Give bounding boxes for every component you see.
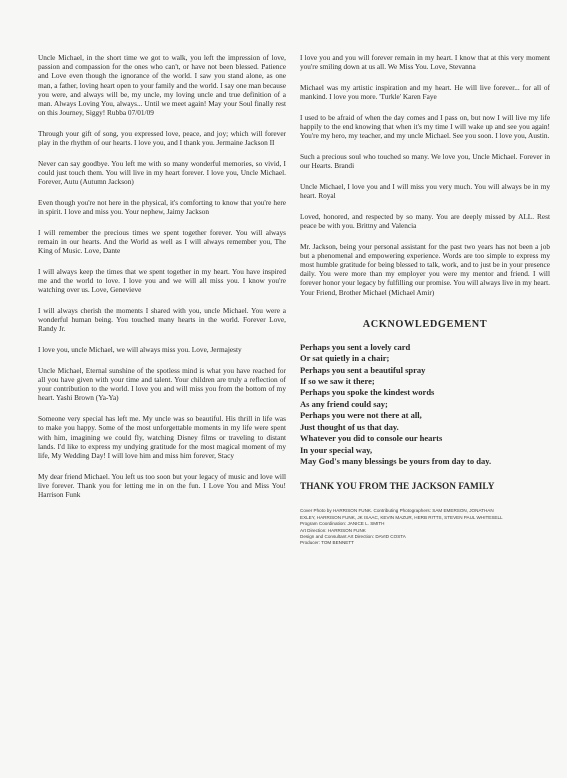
poem-line: Perhaps you spoke the kindest words <box>300 387 435 398</box>
acknowledgement-poem <box>300 342 550 467</box>
credit-line: EXLEY, HARRISON FUNK, JK ISAAC, KEVIN MAZUR, HERB RITTS, STEVEN PAUL WHITESELL <box>300 514 503 520</box>
tribute-message: Loved, honored, and respected by so many. You are deeply missed by ALL. Rest peace be with you. Brittny and Valencia <box>300 211 550 230</box>
tribute-message: I love you and you will forever remain in my heart. I know that at this very moment you're smiling down at us all. We Miss You. Love, Stevanna <box>300 53 550 72</box>
acknowledgement-heading: ACKNOWLEDGEMENT <box>362 318 488 330</box>
tribute-message: Never can say goodbye. You left me with so many wonderful memories, so vivid, I could just touch them. You will live in my heart forever. I love you, Uncle Michael. Forever, Autu (Autumn Jackson) <box>38 158 286 187</box>
credit-line: Cover Photo by HARRISON FUNK. Contributing Photographers: SAM EMERSON, JONATHAN <box>300 508 494 514</box>
tribute-message: Uncle Michael, I love you and I will miss you very much. You will always be in my heart. Royal <box>300 181 550 201</box>
tribute-message: My dear friend Michael. You left us too soon but your legacy of music and love will live forever. Thank you for letting me in on the fun. I Love You and Miss You! Harrison Funk <box>38 471 286 500</box>
poem-line: Perhaps you sent a beautiful spray <box>300 364 426 375</box>
tribute-message: I will always keep the times that we spent together in my heart. You have inspired me and the world to love. I love you and we will all miss you. I know you're watching over us. Love, Genevieve <box>38 266 286 295</box>
tribute-message: I love you, uncle Michael, we will always miss you. Love, Jermajesty <box>38 345 242 355</box>
tribute-message: I will always cherish the moments I shared with you, uncle Michael. You were a wonderful human being. You touched many hearts in the world. Forever Love, Randy Jr. <box>38 306 286 334</box>
tribute-message: I will remember the precious times we spent together forever. You will always remain in our hearts. And the World as well as I will always remember you, The King of Music. Love, Dante <box>38 227 286 256</box>
tribute-message: Uncle Michael, in the short time we got to walk, you left the impression of love, passion and compassion for the ones who can't, or have not been blessed. Patience and Love even though the ignorance of the world. I saw you stand alone, as one man, a father, loving heart open to your family and the world. I say one man because you were, and always will be, my uncle, my loving uncle and true definition of a man. Always Loving You, always... Until we meet again! May your Soul finally rest on this Journey, Siggy! Rubba 07/01/09 <box>38 53 286 118</box>
credit-line: Art Direction: HARRISON FUNK <box>300 527 366 533</box>
poem-line: As any friend could say; <box>300 398 388 409</box>
family-thanks: THANK YOU FROM THE JACKSON FAMILY <box>300 482 495 493</box>
credits-block <box>300 508 550 546</box>
tribute-message: Through your gift of song, you expressed love, peace, and joy; which will forever play in the rhythm of our hearts. I love you, and I thank you. Jermaine Jackson II <box>38 128 286 148</box>
tribute-message: Michael was my artistic inspiration and my heart. He will live forever... for all of mankind. I love you more. 'Turkle' Karen Faye <box>300 82 550 102</box>
tribute-message: Someone very special has left me. My uncle was so beautiful. His thrill in life was to make you happy. Some of the most unforgettable moments in my life were spent with him, imagining we could fly, watching Disney films or traveling to distant lands. I'd like to express my undying gratitude for the most magical moment of my life, My Wedding Day! I will love him and miss him forever, Stacy <box>38 414 286 460</box>
poem-line: Just thought of us that day. <box>300 421 399 432</box>
credit-line: Producer: TOM BENNETT <box>300 540 354 546</box>
poem-line: Whatever you did to console our hearts <box>300 433 443 444</box>
poem-line: May God's many blessings be yours from day to day. <box>300 455 492 466</box>
tribute-message: Mr. Jackson, being your personal assistant for the past two years has not been a job but a phenomenal and empowering experience. Words are too simple to express my most humble gratitude for being blessed to talk, work, and to just be in your presence daily. You were more than my employer you were my mentor and friend. I will forever honor your legacy by fulfilling our promise. You will always live in my heart. Your Friend, Brother Michael (Michael Amir) <box>300 241 550 297</box>
poem-line: Perhaps you sent a lovely card <box>300 341 411 352</box>
poem-line: Perhaps you were not there at all, <box>300 410 422 421</box>
poem-line: Or sat quietly in a chair; <box>300 353 390 364</box>
tribute-message: Such a precious soul who touched so many. We love you, Uncle Michael. Forever in our Hearts. Brandi <box>300 151 550 171</box>
poem-line: If so we saw it there; <box>300 376 375 387</box>
tribute-message: Even though you're not here in the physical, it's comforting to know that you're here in spirit. I love and miss you. Your nephew, Jaimy Jackson <box>38 197 286 217</box>
right-column <box>300 53 550 547</box>
poem-line: In your special way, <box>300 444 373 455</box>
tribute-message: Uncle Michael, Eternal sunshine of the spotless mind is what you have reached for all you have given with your time and talent. Your children are truly a reflection of your contribution to the world. I love you and will miss you from the bottom of my heart. Yashi Brown (Ya-Ya) <box>38 365 286 403</box>
tribute-message: I used to be afraid of when the day comes and I pass on, but now I will live my life happily to the end knowing that when it's my time I will wake up and see you again! You're my hero, my teacher, and my uncle Michael. See you soon. I love you, Austin. <box>300 112 550 141</box>
credit-line: Program Coordination: JANICE L. SMITH <box>300 521 385 527</box>
left-column <box>38 53 286 511</box>
credit-line: Design and Consultant Art Direction: DAVID COSTA <box>300 533 406 539</box>
